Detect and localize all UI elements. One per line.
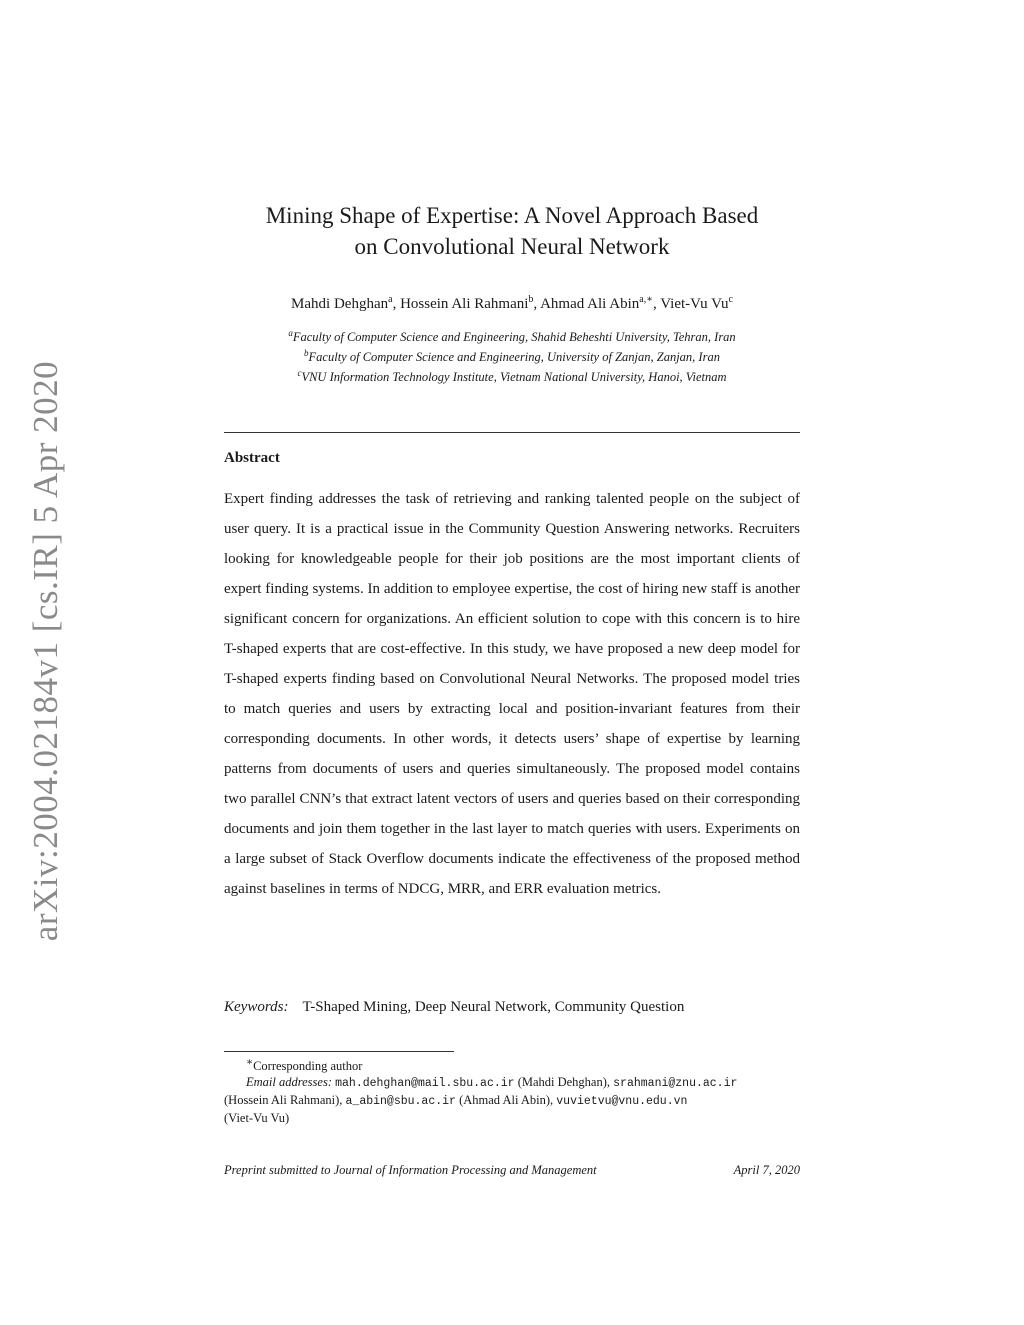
footnote — [224, 1055, 800, 1126]
title-line-1: Mining Shape of Expertise: A Novel Approach Based — [265, 203, 759, 228]
keywords — [224, 993, 800, 1021]
author-list: Mahdi Dehghan$^a$, Hossein Ali Rahmani$^b$, Ahmad Ali Abin$^{a,∗}$, Viet-Vu Vu$^c$ — [291, 294, 733, 312]
affiliation-mark: b — [528, 294, 534, 305]
corresponding-author-note: ∗Corresponding author — [246, 1057, 363, 1074]
author-name: Viet-Vu Vu — [660, 296, 729, 312]
keywords-text: T-Shaped Mining, Deep Neural Network, Community Question — [302, 999, 685, 1015]
email-link[interactable]: vuvietvu@vnu.edu.vn — [556, 1095, 688, 1109]
email-link[interactable]: mah.dehghan@mail.sbu.ac.ir — [335, 1077, 515, 1091]
affiliations — [150, 325, 874, 385]
preprint-note: Preprint submitted to Journal of Information Processing and Management — [224, 1163, 597, 1177]
email-link[interactable]: srahmani@znu.ac.ir — [613, 1077, 738, 1091]
paper-title — [150, 200, 874, 262]
author-name: Mahdi Dehghan — [291, 296, 389, 312]
preprint-date: April 7, 2020 — [733, 1163, 800, 1177]
affiliation-line: $^c$VNU Information Technology Institute, Vietnam National University, Hanoi, Vietnam — [297, 368, 727, 385]
affiliation-mark: a,∗ — [639, 294, 653, 305]
title-line-2: on Convolutional Neural Network — [354, 234, 670, 259]
keywords-label: Keywords: — [224, 999, 289, 1015]
footnote-rule — [224, 1051, 454, 1052]
affiliation-line: $^b$Faculty of Computer Science and Engineering, University of Zanjan, Zanjan, Iran — [304, 348, 720, 365]
abstract-heading: Abstract — [224, 450, 280, 466]
author-name: Hossein Ali Rahmani — [400, 296, 529, 312]
arxiv-id: arXiv:2004.02184v1 [cs.IR] 5 Apr 2020 — [26, 360, 65, 942]
email-addresses: Email addresses: mah.dehghan@mail.sbu.ac.ir (Mahdi Dehghan), srahmani@znu.ac.ir — [246, 1075, 738, 1091]
affiliation-line: $^a$Faculty of Computer Science and Engineering, Shahid Beheshti University, Tehran, Iran — [288, 328, 736, 345]
email-addresses-end: (Viet-Vu Vu) — [224, 1111, 290, 1126]
abstract-top-rule — [224, 432, 800, 433]
author-name: Ahmad Ali Abin — [540, 296, 640, 312]
abstract-text: Expert finding addresses the task of retrieving and ranking talented people on the subject of user query. It is a practical issue in the Community Question Answering networks. Recruiters looking for knowledgeable people for their job positions are the most important clients of expert finding systems. In addition to employee expertise, the cost of hiring new staff is another significant concern for organizations. An efficient solution to cope with this concern is to hire T-shaped experts that are cost-effective. In this study, we have proposed a new deep model for T-shaped experts finding based on Convolutional Neural Networks. The proposed model tries to match queries and users by extracting local and position-invariant features from their corresponding documents. In other words, it detects users’ shape of expertise by learning patterns from documents of users and queries simultaneously. The proposed model contains two parallel CNN’s that extract latent vectors of users and queries based on their corresponding documents and join them together in the last layer to match queries with users. Experiments on a large subset of Stack Overflow documents indicate the effectiveness of the proposed method against baselines in terms of NDCG, MRR, and ERR evaluation metrics. — [224, 491, 800, 897]
arxiv-sidebar-stamp — [20, 360, 72, 942]
email-addresses-cont: (Hossein Ali Rahmani), a_abin@sbu.ac.ir (Ahmad Ali Abin), vuvietvu@vnu.edu.vn — [224, 1093, 688, 1109]
affiliation-mark: a — [388, 294, 393, 305]
page-footer — [224, 1163, 800, 1178]
email-link[interactable]: a_abin@sbu.ac.ir — [345, 1095, 456, 1109]
affiliation-mark: c — [728, 294, 733, 305]
